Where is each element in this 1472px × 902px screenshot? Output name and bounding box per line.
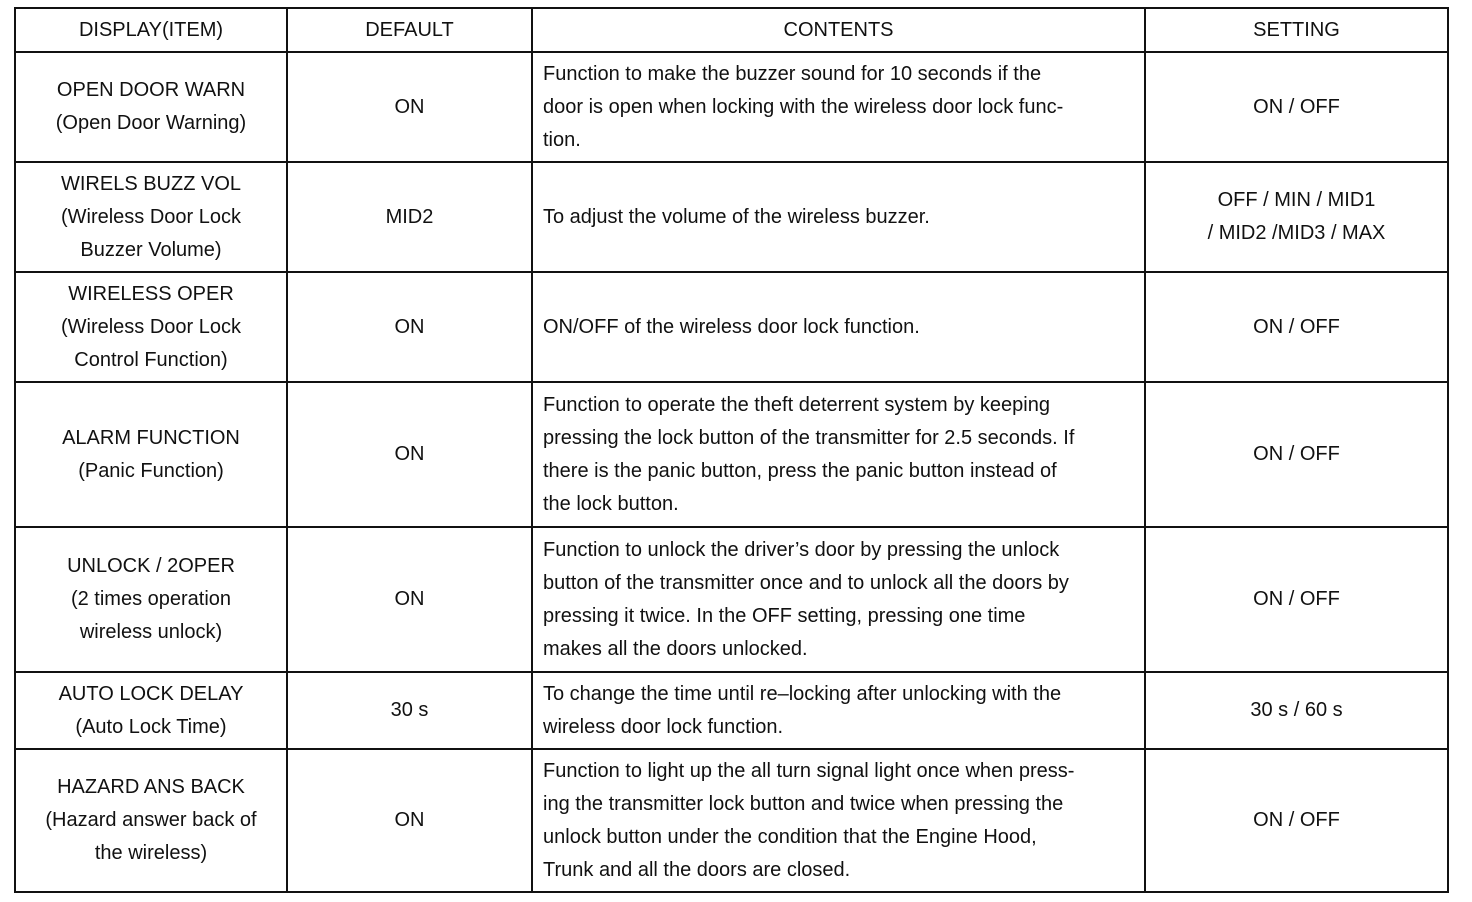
setting-cell [1145, 749, 1448, 892]
setting-line: ON / OFF [1253, 588, 1340, 610]
item-description: wireless unlock) [79, 621, 223, 643]
contents-cell [532, 162, 1145, 272]
item-name: ALARM FUNCTION [62, 426, 240, 449]
contents-cell [532, 527, 1145, 672]
item-description: (Open Door Warning) [55, 112, 247, 134]
item-description: the wireless) [94, 842, 208, 864]
item-name: WIRELESS OPER [68, 282, 234, 305]
contents-line: ing the transmitter lock button and twice when pressing the [543, 792, 1064, 815]
header-contents: CONTENTS [532, 8, 1145, 52]
setting-line: ON / OFF [1253, 315, 1340, 338]
setting-cell [1145, 162, 1448, 272]
contents-line: To change the time until re–locking after unlocking with the [543, 682, 1062, 705]
table-row [15, 272, 1448, 382]
setting-cell [1145, 272, 1448, 382]
default-cell: MID2 [287, 162, 532, 272]
header-setting: SETTING [1145, 8, 1448, 52]
item-description: (Auto Lock Time) [75, 715, 227, 738]
contents-line: To adjust the volume of the wireless buzzer. [543, 205, 930, 228]
contents-cell [532, 749, 1145, 892]
item-cell [15, 527, 287, 672]
table-row [15, 527, 1448, 672]
settings-table [14, 7, 1449, 893]
contents-line: wireless door lock function. [543, 715, 784, 738]
default-cell: ON [287, 527, 532, 672]
contents-line: makes all the doors unlocked. [543, 637, 808, 660]
default-cell: 30 s [287, 672, 532, 749]
setting-line: OFF / MIN / MID1 [1217, 189, 1376, 211]
item-description: Control Function) [74, 348, 228, 371]
item-cell [15, 672, 287, 749]
item-cell [15, 382, 287, 527]
contents-cell [532, 672, 1145, 749]
contents-line: tion. [543, 128, 581, 151]
table-row [15, 749, 1448, 892]
item-description: (Hazard answer back of [45, 809, 257, 831]
setting-line: 30 s / 60 s [1250, 699, 1343, 721]
contents-line: unlock button under the condition that the Engine Hood, [543, 825, 1037, 848]
item-name: OPEN DOOR WARN [56, 79, 246, 101]
table-row [15, 672, 1448, 749]
setting-cell [1145, 527, 1448, 672]
item-description: (Wireless Door Lock [60, 205, 242, 228]
setting-line: ON / OFF [1253, 809, 1340, 831]
contents-cell [532, 272, 1145, 382]
setting-cell [1145, 382, 1448, 527]
item-name: AUTO LOCK DELAY [58, 682, 244, 705]
default-cell: ON [287, 52, 532, 162]
item-description: (2 times operation [70, 588, 232, 610]
table-row [15, 162, 1448, 272]
item-cell [15, 749, 287, 892]
contents-line: Function to make the buzzer sound for 10 seconds if the [543, 62, 1042, 85]
header-default: DEFAULT [287, 8, 532, 52]
item-cell [15, 52, 287, 162]
contents-line: Trunk and all the doors are closed. [543, 858, 851, 881]
item-name: HAZARD ANS BACK [57, 776, 245, 798]
default-cell: ON [287, 749, 532, 892]
contents-line: Function to operate the theft deterrent system by keeping [543, 393, 1050, 416]
item-cell [15, 272, 287, 382]
setting-cell [1145, 672, 1448, 749]
contents-line: the lock button. [543, 492, 679, 515]
item-cell [15, 162, 287, 272]
setting-line: / MID2 /MID3 / MAX [1207, 222, 1386, 244]
setting-line: ON / OFF [1253, 95, 1340, 118]
contents-line: Function to unlock the driver’s door by pressing the unlock [543, 538, 1060, 561]
table-row [15, 52, 1448, 162]
item-description: Buzzer Volume) [80, 238, 222, 261]
contents-cell [532, 382, 1145, 527]
setting-line: ON / OFF [1253, 443, 1340, 465]
contents-line: button of the transmitter once and to unlock all the doors by [543, 571, 1069, 594]
contents-line: there is the panic button, press the panic button instead of [543, 459, 1057, 482]
contents-line: ON/OFF of the wireless door lock function. [543, 315, 920, 338]
contents-line: door is open when locking with the wireless door lock func- [543, 95, 1064, 118]
contents-line: pressing it twice. In the OFF setting, pressing one time [543, 604, 1026, 627]
default-cell: ON [287, 382, 532, 527]
contents-line: Function to light up the all turn signal light once when press- [543, 759, 1075, 782]
header-row [15, 8, 1448, 52]
contents-line: pressing the lock button of the transmitter for 2.5 seconds. If [543, 426, 1075, 449]
item-description: (Panic Function) [78, 459, 224, 482]
table-row [15, 382, 1448, 527]
item-name: WIRELS BUZZ VOL [60, 172, 242, 195]
item-description: (Wireless Door Lock [60, 315, 242, 338]
item-name: UNLOCK / 2OPER [67, 555, 235, 577]
contents-cell [532, 52, 1145, 162]
setting-cell [1145, 52, 1448, 162]
default-cell: ON [287, 272, 532, 382]
header-item: DISPLAY(ITEM) [15, 8, 287, 52]
